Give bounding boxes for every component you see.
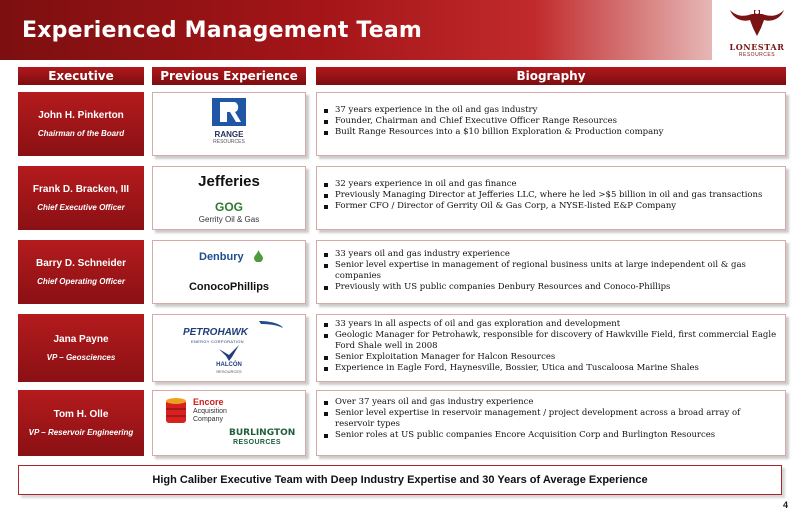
halcon-logo-subtext: RESOURCES	[216, 369, 242, 374]
previous-experience-logos	[152, 390, 306, 456]
executive-card	[18, 314, 144, 382]
executive-name: Frank D. Bracken, III	[32, 184, 130, 195]
executive-name: Jana Payne	[53, 334, 109, 345]
bio-item: Geologic Manager for Petrohawk, responsible for discovery of Hawkville Field, first commercial Eagle Ford Shale well in 2008	[323, 330, 777, 352]
executive-name: Tom H. Olle	[53, 409, 109, 420]
bio-item: Former CFO / Director of Gerrity Oil & Gas Corp, a NYSE-listed E&P Company	[323, 201, 777, 212]
previous-experience-logos	[152, 240, 306, 304]
jefferies-logo-text: Jefferies	[198, 173, 260, 190]
petrohawk-logo-text: PETROHAWK	[183, 327, 248, 338]
gerrity-logo-text: Gerrity Oil & Gas	[198, 215, 260, 224]
executive-card	[18, 390, 144, 456]
biography-cell	[316, 314, 786, 382]
bio-item: Senior Exploitation Manager for Halcon Resources	[323, 352, 777, 363]
bio-item: Senior level expertise in reservoir management / project development across a broad array of reservoir types	[323, 408, 777, 430]
column-header-executive: Executive	[18, 67, 144, 85]
encore-logo-subtext-2: Company	[193, 416, 223, 423]
range-logo-text: RANGE	[214, 130, 244, 139]
page-title: Experienced Management Team	[22, 18, 423, 43]
executive-card	[18, 166, 144, 230]
previous-experience-logos	[152, 166, 306, 230]
biography-cell	[316, 390, 786, 456]
executive-name: Barry D. Schneider	[35, 258, 127, 269]
lonestar-logo	[716, 2, 798, 64]
bio-item: Previously with US public companies Denbury Resources and Conoco-Phillips	[323, 282, 777, 293]
column-header-previous-experience: Previous Experience	[152, 67, 306, 85]
page-number: 4	[783, 500, 789, 510]
executive-card	[18, 92, 144, 156]
petrohawk-logo-subtext: ENERGY CORPORATION	[191, 339, 244, 344]
bio-item: 37 years experience in the oil and gas industry	[323, 105, 777, 116]
halcon-logo-text: HALCÓN	[216, 362, 242, 368]
bio-item: Previously Managing Director at Jefferies LLC, where he led >$5 billion in oil and gas transactions	[323, 190, 777, 201]
executive-card	[18, 240, 144, 304]
company-logo-sub: RESOURCES	[738, 52, 776, 58]
gog-logo-text: GOG	[214, 200, 243, 214]
conocophillips-logo-text: ConocoPhillips	[188, 281, 270, 293]
bio-item: 33 years in all aspects of oil and gas exploration and development	[323, 319, 777, 330]
range-resources-logo-icon	[212, 98, 246, 126]
halcon-bird-icon	[219, 345, 239, 361]
bio-item: 33 years oil and gas industry experience	[323, 249, 777, 260]
burlington-logo-subtext: RESOURCES	[233, 439, 281, 446]
executive-name: John H. Pinkerton	[38, 110, 124, 121]
encore-barrel-icon	[165, 397, 187, 425]
denbury-logo-text: Denbury	[199, 251, 244, 263]
bio-item: Built Range Resources into a $10 billion Exploration & Production company	[323, 127, 777, 138]
biography-cell	[316, 240, 786, 304]
previous-experience-logos	[152, 92, 306, 156]
encore-logo-text: Encore	[193, 397, 224, 407]
longhorn-icon	[728, 2, 786, 42]
bio-item: Senior level expertise in management of regional business units at large independent oil & gas companies	[323, 260, 777, 282]
bio-item: Over 37 years oil and gas industry experience	[323, 397, 777, 408]
executive-title: Chief Operating Officer	[37, 277, 125, 286]
executive-title: Chief Executive Officer	[37, 203, 125, 212]
denbury-drop-icon	[254, 250, 263, 262]
executive-title: VP – Geosciences	[46, 353, 116, 362]
executive-title: VP – Reservoir Engineering	[28, 428, 134, 437]
range-logo-subtext: RESOURCES	[213, 139, 245, 145]
biography-cell	[316, 166, 786, 230]
column-header-biography: Biography	[316, 67, 786, 85]
previous-experience-logos	[152, 314, 306, 382]
bio-item: Founder, Chairman and Chief Executive Officer Range Resources	[323, 116, 777, 127]
bio-item: Experience in Eagle Ford, Haynesville, Bossier, Utica and Tuscaloosa Marine Shales	[323, 363, 777, 374]
bio-item: Senior roles at US public companies Encore Acquisition Corp and Burlington Resources	[323, 430, 777, 441]
encore-logo-subtext: Acquisition	[193, 408, 227, 415]
summary-banner: High Caliber Executive Team with Deep Industry Expertise and 30 Years of Average Experience	[18, 465, 782, 495]
burlington-logo-text: BURLINGTON	[229, 428, 296, 438]
company-logo-name: LONESTAR	[729, 42, 785, 52]
biography-cell	[316, 92, 786, 156]
bio-item: 32 years experience in oil and gas finance	[323, 179, 777, 190]
executive-title: Chairman of the Board	[37, 129, 125, 138]
